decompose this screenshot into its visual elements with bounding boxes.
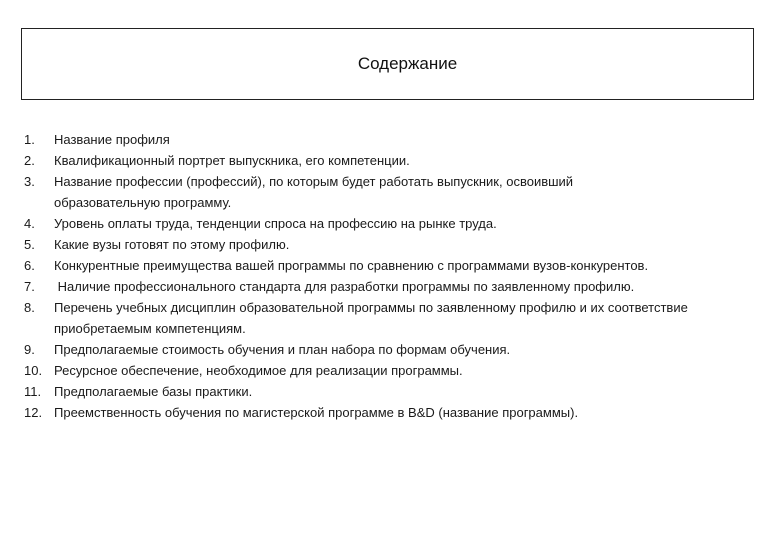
list-item-number: 11.	[24, 384, 42, 399]
list-item	[24, 402, 724, 423]
list-item-text: Название профиля	[54, 132, 170, 147]
list-item-text: Преемственность обучения по магистерской программе в B&D (название программы).	[54, 405, 579, 420]
list-item-text: Уровень оплаты труда, тенденции спроса на профессию на рынке труда.	[54, 216, 497, 231]
list-item	[24, 360, 724, 381]
list-item-number: 4.	[24, 216, 35, 231]
list-item-text: Предполагаемые базы практики.	[54, 384, 253, 399]
list-item-text: Ресурсное обеспечение, необходимое для реализации программы.	[54, 363, 463, 378]
title-box	[21, 28, 754, 100]
list-item	[24, 297, 724, 339]
list-item-text: Конкурентные преимущества вашей программы по сравнению с программами вузов-конкурентов.	[54, 258, 649, 273]
contents-list	[24, 129, 724, 423]
list-item-text: Перечень учебных дисциплин образовательной программы по заявленному профилю и их соответствие приобретаемым компетенциям.	[54, 300, 688, 336]
list-item	[24, 150, 724, 171]
list-item-text: Какие вузы готовят по этому профилю.	[54, 237, 290, 252]
list-item-number: 3.	[24, 174, 35, 189]
list-item-number: 2.	[24, 153, 35, 168]
list-item	[24, 171, 724, 213]
list-item-number: 9.	[24, 342, 35, 357]
list-item	[24, 381, 724, 402]
list-item-number: 7.	[24, 279, 35, 294]
list-item-text: Предполагаемые стоимость обучения и план набора по формам обучения.	[54, 342, 511, 357]
list-item-text: Название профессии (профессий), по которым будет работать выпускник, освоивший образовательную программу.	[54, 174, 574, 210]
list-item-number: 12.	[24, 405, 43, 420]
list-item-text: Квалификационный портрет выпускника, его компетенции.	[54, 153, 410, 168]
list-item	[24, 129, 724, 150]
list-item	[24, 276, 724, 297]
list-item-text: Наличие профессионального стандарта для разработки программы по заявленному профилю.	[54, 279, 635, 294]
list-item-number: 10.	[24, 363, 43, 378]
list-item	[24, 234, 724, 255]
list-item-number: 8.	[24, 300, 35, 315]
list-item	[24, 255, 724, 276]
list-item-number: 5.	[24, 237, 35, 252]
list-item	[24, 339, 724, 360]
list-item-number: 1.	[24, 132, 35, 147]
list-item	[24, 213, 724, 234]
list-item-number: 6.	[24, 258, 35, 273]
page-title: Содержание	[357, 54, 458, 73]
